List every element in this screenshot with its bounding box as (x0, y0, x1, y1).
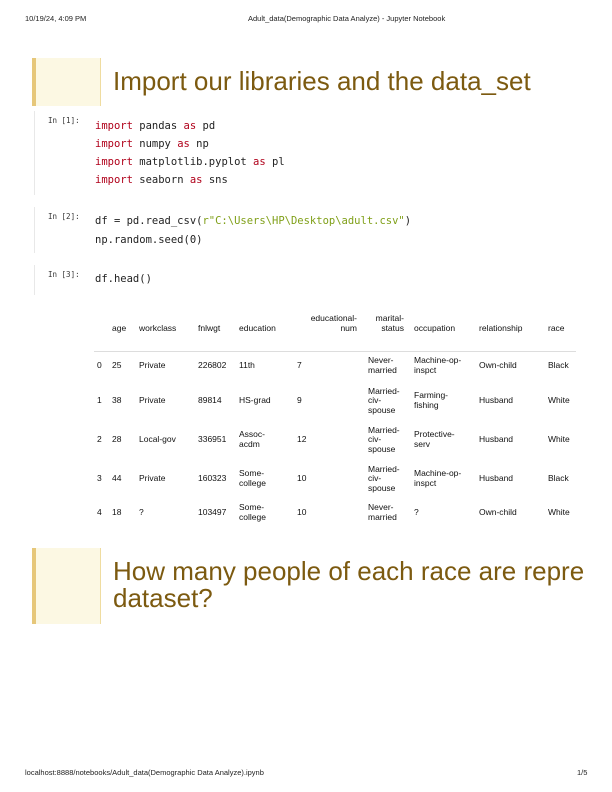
table-cell: White (548, 434, 570, 445)
table-cell: 7 (297, 360, 302, 371)
table-cell: Black (548, 360, 569, 371)
print-url: localhost:8888/notebooks/Adult_data(Demographic Data Analyze).ipynb (25, 768, 264, 777)
table-cell: 10 (297, 473, 307, 484)
code-line-head: df.head() (95, 273, 152, 285)
table-cell: 9 (297, 395, 302, 406)
table-header-cell: workclass (139, 323, 177, 334)
table-cell: 3 (97, 473, 102, 484)
table-header-cell: educational- num (310, 313, 357, 333)
code-cell-imports[interactable] (89, 111, 576, 195)
table-cell: 226802 (198, 360, 227, 371)
print-page-number: 1/5 (577, 768, 588, 777)
table-cell: Married- civ- spouse (368, 385, 400, 415)
table-header-cell: education (239, 323, 276, 334)
table-cell: Married- civ- spouse (368, 424, 400, 454)
table-cell: 11th (239, 360, 255, 371)
table-cell: Black (548, 473, 569, 484)
table-cell: 38 (112, 395, 122, 406)
table-cell: Machine-op- inspct (414, 468, 462, 488)
table-cell: 336951 (198, 434, 227, 445)
code-cell-read-csv[interactable] (89, 207, 576, 253)
code-line-seed: np.random.seed(0) (95, 234, 203, 246)
table-cell: ? (414, 507, 419, 518)
heading-import-libraries: Import our libraries and the data_set (113, 66, 531, 96)
table-cell: Husband (479, 473, 514, 484)
table-cell: HS-grad (239, 395, 271, 406)
table-cell: Assoc- acdm (239, 429, 265, 449)
heading-race-line1: How many people of each race are repre (113, 556, 585, 586)
table-cell: 28 (112, 434, 122, 445)
code-line-read-csv: df = pd.read_csv(r"C:\Users\HP\Desktop\adult.csv") (95, 215, 412, 227)
table-header-cell: age (112, 323, 127, 334)
table-header-cell: occupation (414, 323, 456, 334)
table-cell: 18 (112, 507, 122, 518)
print-timestamp: 10/19/24, 4:09 PM (25, 14, 87, 23)
table-cell: 25 (112, 360, 122, 371)
table-cell: Private (139, 360, 166, 371)
print-doc-title: Adult_data(Demographic Data Analyze) - Jupyter Notebook (248, 14, 446, 23)
table-cell: 89814 (198, 395, 222, 406)
table-cell: Private (139, 473, 166, 484)
table-cell: Husband (479, 434, 514, 445)
table-cell: 12 (297, 434, 307, 445)
table-cell: Some- college (239, 468, 266, 488)
code-line-import: import pandas as pd (95, 120, 216, 132)
table-cell: 44 (112, 473, 122, 484)
table-cell: Protective- serv (414, 429, 455, 449)
cell-prompt-3: In [3]: (48, 270, 80, 279)
table-cell: Never- married (368, 355, 397, 375)
cell-prompt-1: In [1]: (48, 116, 80, 125)
table-cell: 103497 (198, 507, 227, 518)
code-cell-head[interactable] (89, 265, 576, 295)
table-cell: 160323 (198, 473, 227, 484)
code-line-import: import seaborn as sns (95, 174, 228, 186)
markdown-cell-race[interactable] (32, 548, 585, 624)
table-cell: 4 (97, 507, 102, 518)
table-cell: Farming- fishing (414, 390, 449, 410)
table-cell: 10 (297, 507, 307, 518)
table-cell: Local-gov (139, 434, 176, 445)
code-line-import: import matplotlib.pyplot as pl (95, 156, 285, 168)
table-cell: 2 (97, 434, 102, 445)
heading-race-line2: dataset? (113, 583, 213, 613)
table-cell: Never- married (368, 502, 397, 522)
table-cell: White (548, 507, 570, 518)
table-header-cell: race (548, 323, 565, 334)
table-cell: ? (139, 507, 144, 518)
table-cell: Married- civ- spouse (368, 463, 400, 493)
table-cell: Some- college (239, 502, 266, 522)
table-cell: Own-child (479, 507, 517, 518)
markdown-cell-import[interactable] (32, 58, 574, 106)
table-cell: Private (139, 395, 166, 406)
table-cell: Own-child (479, 360, 517, 371)
table-cell: Husband (479, 395, 514, 406)
table-cell: White (548, 395, 570, 406)
table-header-cell: marital- status (375, 313, 404, 333)
cell-prompt-2: In [2]: (48, 212, 80, 221)
table-cell: 1 (97, 395, 102, 406)
code-line-import: import numpy as np (95, 138, 209, 150)
table-cell: Machine-op- inspct (414, 355, 462, 375)
table-cell: 0 (97, 360, 102, 371)
table-header-cell: relationship (479, 323, 523, 334)
table-header-cell: fnlwgt (198, 323, 221, 334)
